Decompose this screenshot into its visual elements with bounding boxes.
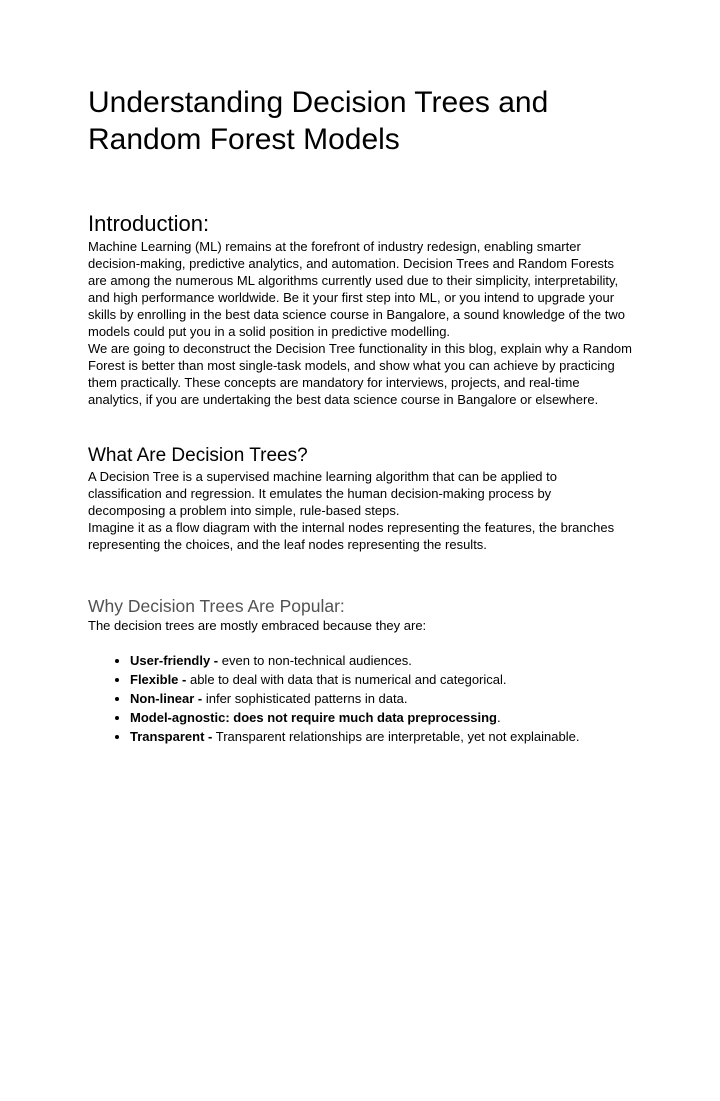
bullet-bold-label: User-friendly - (130, 653, 219, 668)
document-page (0, 84, 720, 1101)
list-item (130, 727, 632, 746)
heading-why-popular: Why Decision Trees Are Popular: (88, 596, 345, 616)
list-item (130, 689, 632, 708)
heading-introduction: Introduction: (88, 211, 210, 236)
paragraph-intro-2: We are going to deconstruct the Decision Tree functionality in this blog, explain why a Random Forest is better than most single-task models, and show what you can achieve by practicing them practically. These concepts are mandatory for interviews, projects, and real-time analytics, if you are undertaking the best data science course in Bangalore or elsewhere. (88, 341, 632, 407)
feature-bullet-list (88, 651, 632, 746)
list-item (130, 708, 632, 727)
bullet-text: even to non-technical audiences. (218, 653, 412, 668)
bullet-bold-label: Transparent - (130, 729, 213, 744)
bullet-bold-label: Model-agnostic: does not require much data preprocessing (130, 710, 497, 725)
bullet-text: Transparent relationships are interpretable, yet not explainable. (212, 729, 580, 744)
bullet-text: infer sophisticated patterns in data. (202, 691, 408, 706)
bullet-text: . (496, 710, 501, 725)
document-title: Understanding Decision Trees and Random Forest Models (88, 86, 549, 156)
paragraph-what-are-1: A Decision Tree is a supervised machine learning algorithm that can be applied to classification and regression. It emulates the human decision-making process by decomposing a problem into simple, rule-based steps. (88, 469, 557, 518)
paragraph-what-are-2: Imagine it as a flow diagram with the internal nodes representing the features, the branches representing the choices, and the leaf nodes representing the results. (88, 520, 615, 552)
bullet-text: able to deal with data that is numerical and categorical. (186, 672, 507, 687)
list-item (130, 670, 632, 689)
bullet-bold-label: Flexible - (130, 672, 187, 687)
paragraph-intro-1: Machine Learning (ML) remains at the forefront of industry redesign, enabling smarter decision-making, predictive analytics, and automation. Decision Trees and Random Forests are among the numerous ML algorithms currently used due to their simplicity, interpretability, and high performance worldwide. Be it your first step into ML, or you intend to upgrade your skills by enrolling in the best data science course in Bangalore, a sound knowledge of the two models could put you in a solid position in predictive modelling. (88, 239, 625, 339)
bullet-bold-label: Non-linear - (130, 691, 203, 706)
heading-what-are-decision-trees: What Are Decision Trees? (88, 445, 308, 466)
list-item (130, 651, 632, 670)
paragraph-why-popular-intro: The decision trees are mostly embraced because they are: (88, 618, 427, 633)
